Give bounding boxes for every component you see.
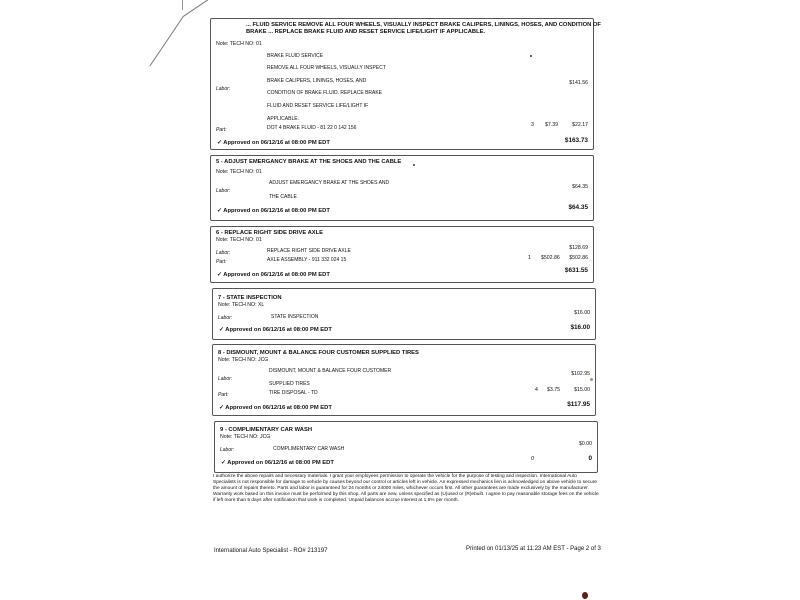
- job-title: 6 - REPLACE RIGHT SIDE DRIVE AXLE: [216, 230, 324, 236]
- job-total: 0: [588, 455, 592, 462]
- job-section-brake-fluid: [210, 18, 601, 150]
- labor-line: REMOVE ALL FOUR WHEELS, VISUALLY INSPECT: [267, 65, 386, 71]
- authorization-disclaimer: I authorize the above repairs and necessary materials. I grant your employees permission to operate the vehicle for the purpose of testing and inspection. International Auto Specialists is not responsible for damage to vehicle by causes beyond our control or articles left in vehicle. An expressed mechanics lien is acknowledged on above vehicle to secure the amount of repairs thereto. Parts and labor is guaranteed for 24 months or 24000 miles, whichever occurs first. All other guarantees are made exclusively by the manufacturer. Warranty work based on this invoice must be performed by this shop. All parts are new, unless specified as (U)used or (R)ebuilt. I agree to pay reasonable storage fees on the vehicle if left more than 5 days after notification that work is completed. Unpaid balances accrue interest at 1.5% per month.: [213, 474, 599, 503]
- part-unit-price: $502.86: [541, 255, 560, 261]
- labor-line: SUPPLIED TIRES: [269, 381, 310, 387]
- labor-label: Labor:: [216, 86, 231, 92]
- labor-line: BRAKE CALIPERS, LININGS, HOSES, AND: [267, 78, 367, 84]
- job-section-state-inspection: [212, 288, 596, 340]
- scan-speck: [530, 55, 532, 57]
- labor-amount: $141.56: [569, 80, 588, 86]
- labor-label: Labor:: [220, 447, 235, 453]
- job-title: ... FLUID SERVICE REMOVE ALL FOUR WHEELS, VISUALLY INSPECT BRAKE CALIPERS, LININGS, HOSES, AND CONDITION OF BRAKE ... REPLACE BRAKE FLUID AND RESET SERVICE LIFE/LIGHT IF APPLICABLE.: [246, 22, 601, 35]
- part-quantity: 3: [531, 122, 534, 128]
- part-label: Part:: [218, 392, 229, 398]
- labor-line: THE CABLE: [269, 194, 297, 200]
- job-section-tires: [212, 344, 596, 416]
- labor-amount: $64.35: [572, 184, 588, 190]
- job-total: $16.00: [570, 324, 590, 331]
- part-description: TIRE DISPOSAL - TD: [269, 390, 318, 396]
- labor-line: REPLACE RIGHT SIDE DRIVE AXLE: [267, 248, 351, 254]
- part-amount: $22.17: [572, 122, 588, 128]
- approval-status: ✓ Approved on 06/12/16 at 08:00 PM EDT: [219, 405, 332, 411]
- part-amount: $15.00: [574, 387, 590, 393]
- approval-status: ✓ Approved on 06/12/16 at 08:00 PM EDT: [219, 327, 332, 333]
- part-label: Part:: [216, 259, 227, 265]
- job-note: Note: TECH NO: 01: [216, 169, 262, 175]
- part-quantity: 4: [535, 387, 538, 393]
- labor-line: BRAKE FLUID SERVICE: [267, 53, 324, 59]
- job-title: 5 - ADJUST EMERGANCY BRAKE AT THE SHOES AND THE CABLE: [216, 159, 402, 165]
- handwritten-mark: 0: [531, 456, 534, 462]
- job-section-drive-axle: [210, 226, 594, 283]
- job-note: Note: TECH NO: 01: [216, 41, 262, 47]
- job-title: 9 - COMPLIMENTARY CAR WASH: [220, 427, 312, 433]
- part-quantity: 1: [528, 255, 531, 261]
- labor-line: COMPLIMENTARY CAR WASH: [273, 446, 345, 452]
- labor-line: CONDITION OF BRAKE FLUID. REPLACE BRAKE: [267, 90, 383, 96]
- folded-corner-line: [149, 16, 183, 66]
- job-section-car-wash: [214, 421, 598, 473]
- labor-line: APPLICABLE.: [267, 116, 299, 122]
- footer-printed-page: Printed on 01/13/25 at 11:23 AM EST - Page 2 of 3: [466, 546, 601, 552]
- ink-stain: [582, 592, 588, 599]
- labor-line: DISMOUNT, MOUNT & BALANCE FOUR CUSTOMER: [269, 368, 392, 374]
- job-title: 7 - STATE INSPECTION: [218, 295, 282, 301]
- labor-amount: $128.69: [569, 245, 588, 251]
- job-note: Note: TECH NO: 01: [216, 237, 262, 243]
- scan-speck: [590, 378, 593, 381]
- part-description: DOT 4 BRAKE FLUID - 81 22 0 142 156: [267, 125, 357, 131]
- part-unit-price: $3.75: [547, 387, 560, 393]
- folded-corner-line: [183, 0, 233, 17]
- approval-status: ✓ Approved on 06/12/16 at 08:00 PM EDT: [217, 140, 330, 146]
- approval-status: ✓ Approved on 06/12/16 at 08:00 PM EDT: [221, 460, 334, 466]
- part-amount: $502.86: [569, 255, 588, 261]
- approval-status: ✓ Approved on 06/12/16 at 08:00 PM EDT: [217, 272, 330, 278]
- labor-line: STATE INSPECTION: [271, 314, 319, 320]
- job-total: $163.73: [564, 137, 588, 144]
- labor-label: Labor:: [218, 376, 233, 382]
- labor-line: ADJUST EMERGANCY BRAKE AT THE SHOES AND: [269, 180, 390, 186]
- scan-mark: [182, 0, 183, 10]
- job-total: $64.35: [568, 204, 588, 211]
- job-section-emergency-brake: [210, 155, 594, 221]
- part-label: Part:: [216, 127, 227, 133]
- labor-line: FLUID AND RESET SERVICE LIFE/LIGHT IF: [267, 103, 369, 109]
- part-unit-price: $7.39: [545, 122, 558, 128]
- job-total: $117.95: [567, 401, 590, 408]
- labor-label: Labor:: [216, 188, 231, 194]
- labor-label: Labor:: [216, 250, 231, 256]
- approval-status: ✓ Approved on 06/12/16 at 08:00 PM EDT: [217, 208, 330, 214]
- scan-speck: [413, 164, 415, 166]
- footer-shop-ro: International Auto Specialist - RO# 213197: [214, 548, 328, 554]
- job-note: Note: TECH NO: JCG: [220, 434, 271, 440]
- job-total: $631.55: [564, 267, 588, 274]
- part-description: AXLE ASSEMBLY - 911 332 024 15: [267, 257, 347, 263]
- labor-label: Labor:: [218, 315, 233, 321]
- labor-amount: $16.00: [574, 310, 590, 316]
- job-note: Note: TECH NO: XL: [218, 302, 265, 308]
- labor-amount: $0.00: [579, 441, 592, 447]
- job-title: 8 - DISMOUNT, MOUNT & BALANCE FOUR CUSTOMER SUPPLIED TIRES: [218, 350, 419, 356]
- labor-amount: $102.95: [571, 371, 590, 377]
- job-note: Note: TECH NO: JCG: [218, 357, 269, 363]
